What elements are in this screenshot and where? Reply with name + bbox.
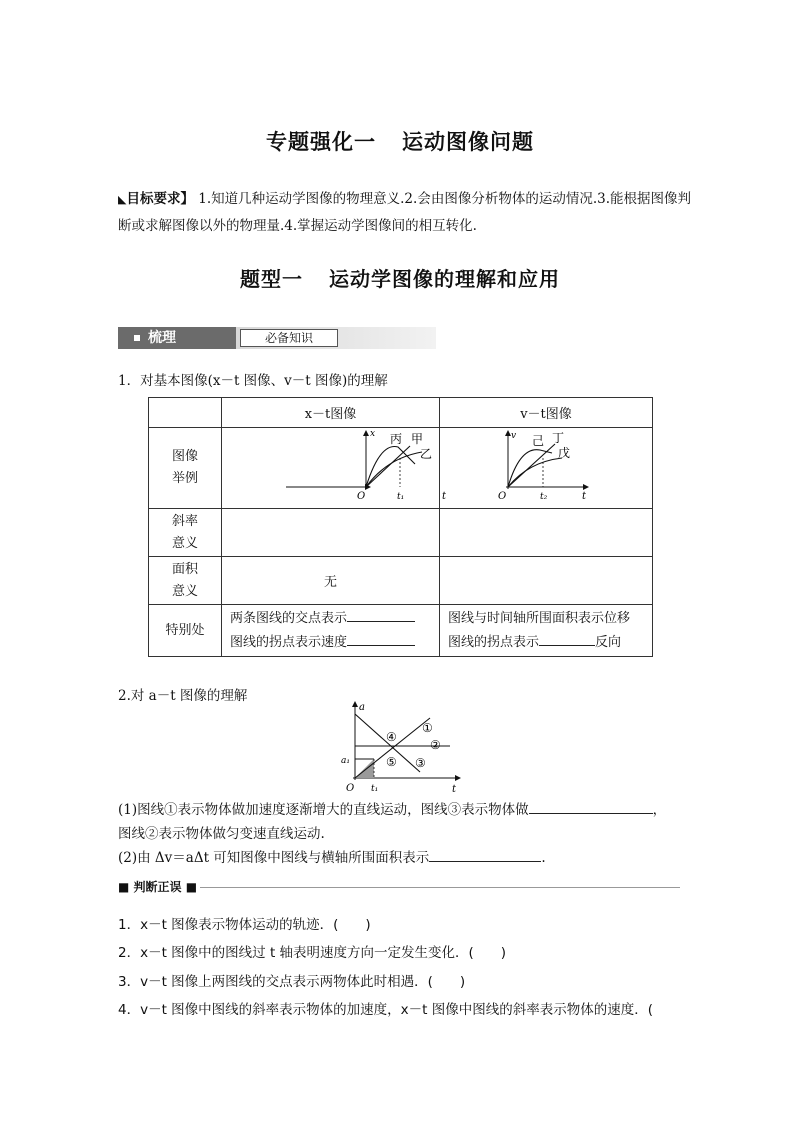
xt-curve-yi xyxy=(366,452,422,487)
page-title xyxy=(0,126,800,156)
xt-area-cell: 无 xyxy=(222,557,440,605)
vt-label-origin: O xyxy=(498,491,507,502)
xt-label-bing: 丙 xyxy=(390,432,403,446)
xt-label-origin: O xyxy=(357,491,366,502)
vt-label-wu: 戊 xyxy=(558,446,571,460)
paragraph-1: (1)图线①表示物体做加速度逐渐增大的直线运动，图线③表示物体做 ， 图线②表示物体做匀变速直线运动. xyxy=(118,798,693,846)
judge-section-header xyxy=(118,878,680,894)
at-label-a1: a₁ xyxy=(341,756,350,766)
question-1-heading: 1．对基本图像(x－t 图像、v－t 图像)的理解 xyxy=(118,373,388,389)
at-label-n1: ① xyxy=(422,721,433,735)
blank-line xyxy=(529,799,653,814)
table-header-vt: v－t图像 xyxy=(440,398,653,428)
vt-slope-cell xyxy=(440,509,653,557)
xt-label-x: x xyxy=(370,429,376,439)
question-2-heading: 2.对 a－t 图像的理解 xyxy=(118,688,248,704)
goal-paragraph xyxy=(118,186,693,240)
at-label-t1: t₁ xyxy=(371,784,379,794)
row-header-slope: 斜率 意义 xyxy=(149,509,222,557)
table-header-xt: x－t图像 xyxy=(222,398,440,428)
section-title-part-b: 运动学图像的理解和应用 xyxy=(329,267,560,291)
xt-label-jia: 甲 xyxy=(411,432,424,446)
page-title-part-b: 运动图像问题 xyxy=(402,130,534,154)
vt-label-t: t xyxy=(582,491,587,502)
xt-label-t1: t₁ xyxy=(397,492,405,502)
vt-special-cell: 图线与时间轴所围面积表示位移 图线的拐点表示 反向 xyxy=(440,605,653,657)
section-bar xyxy=(118,327,436,349)
at-figure xyxy=(340,700,470,795)
at-label-n2: ② xyxy=(430,738,441,752)
square-icon xyxy=(134,335,140,341)
at-label-n5: ⑤ xyxy=(386,755,397,769)
blank-line xyxy=(429,847,541,862)
at-label-n4: ④ xyxy=(386,730,397,744)
judge-item-1: 1．x－t 图像表示物体运动的轨迹．( ) xyxy=(118,917,371,933)
page-title-part-a: 专题强化一 xyxy=(266,130,376,154)
goal-text: 1.知道几种运动学图像的物理意义.2.会由图像分析物体的运动情况.3.能根据图像判断或求解图像以外的物理量.4.掌握运动学图像间的相互转化. xyxy=(118,191,691,234)
xt-curve-bing xyxy=(366,447,415,488)
vt-label-ji: 己 xyxy=(532,434,545,448)
vt-label-ding: 丁 xyxy=(552,431,565,445)
xt-special-cell: 两条图线的交点表示 图线的拐点表示速度 xyxy=(222,605,440,657)
xt-label-t: t xyxy=(442,491,447,502)
blank-line xyxy=(347,631,415,646)
at-label-t: t xyxy=(452,784,457,795)
at-label-origin: O xyxy=(346,783,355,794)
at-label-n3: ③ xyxy=(415,756,426,770)
xt-label-yi: 乙 xyxy=(420,447,433,461)
judge-item-3: 3．v－t 图像上两图线的交点表示两物体此时相遇．( ) xyxy=(118,974,466,990)
table-corner xyxy=(149,398,222,428)
section-bar-light xyxy=(236,327,436,349)
judge-item-2: 2．x－t 图像中的图线过 t 轴表明速度方向一定发生变化．( ) xyxy=(118,945,507,961)
row-header-area: 面积 意义 xyxy=(149,557,222,605)
blank-line xyxy=(539,631,595,646)
vt-example-figure xyxy=(440,428,652,504)
vt-area-cell xyxy=(440,557,653,605)
paragraph-2: (2)由 Δv＝aΔt 可知图像中图线与横轴所围面积表示 . xyxy=(118,846,693,870)
at-label-a: a xyxy=(359,702,365,713)
section-bar-dark: 梳理 xyxy=(118,327,236,349)
judge-item-4: 4．v－t 图像中图线的斜率表示物体的加速度，x－t 图像中图线的斜率表示物体的速度．( xyxy=(118,1002,654,1018)
xt-figure-cell xyxy=(222,428,447,509)
goal-tag: ◣目标要求】 xyxy=(118,191,194,207)
row-header-example: 图像 举例 xyxy=(149,428,222,509)
vt-label-t2: t₂ xyxy=(540,492,548,502)
judge-divider xyxy=(200,887,680,888)
row-header-special: 特别处 xyxy=(149,605,222,657)
goal-tag-icon: ◣ xyxy=(118,193,127,206)
vt-label-v: v xyxy=(511,431,517,441)
judge-label: ■ 判断正误 ■ xyxy=(118,880,198,894)
section-title xyxy=(0,263,800,292)
blank-line xyxy=(347,607,415,622)
xt-line-jia xyxy=(366,446,410,487)
section-bar-box: 必备知识 xyxy=(240,329,338,347)
section-title-part-a: 题型一 xyxy=(240,267,303,291)
xt-example-figure xyxy=(222,428,447,504)
vt-figure-cell xyxy=(440,428,653,509)
comparison-table xyxy=(148,397,653,657)
xt-slope-cell xyxy=(222,509,440,557)
